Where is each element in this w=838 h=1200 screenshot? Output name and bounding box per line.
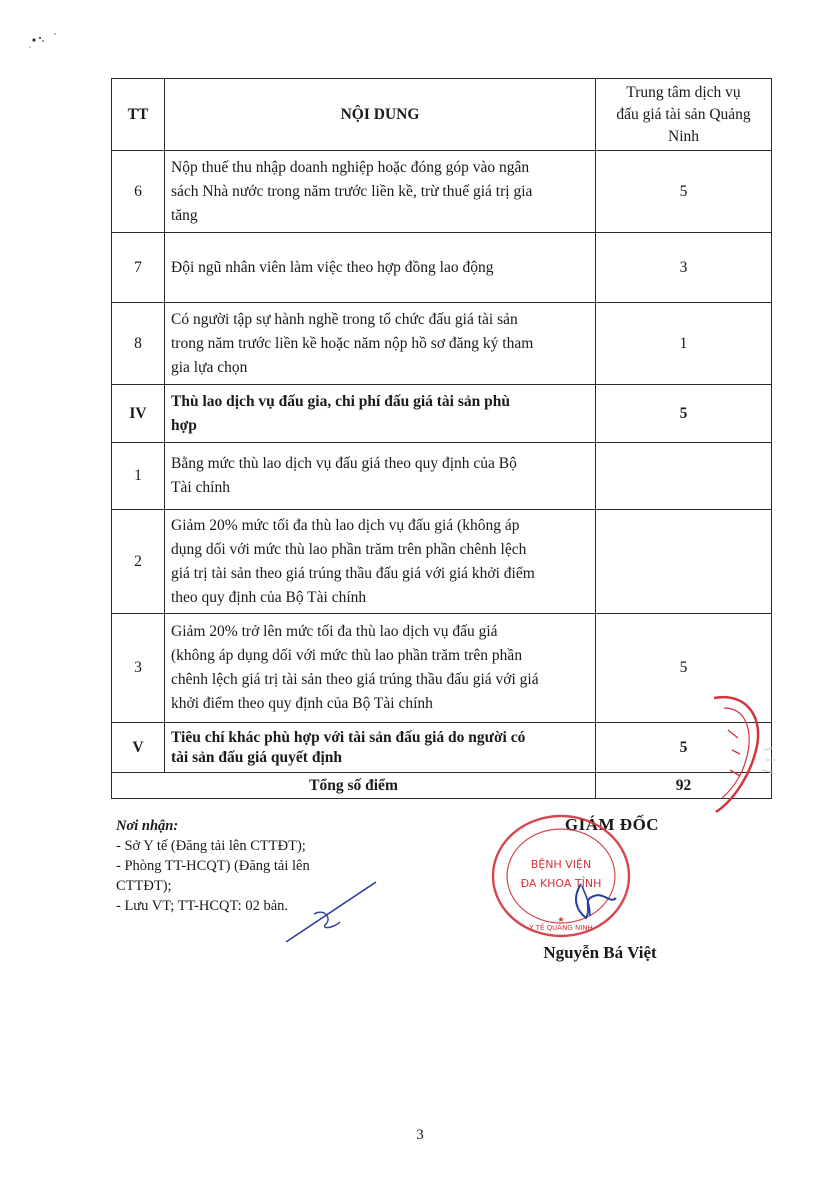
stamp-text-line: BỆNH VIỆN [530,858,592,871]
table-total-row [112,773,772,799]
table-row [112,614,772,723]
row-number: 3 [112,614,165,723]
row-content: Đội ngũ nhân viên làm việc theo hợp đồng lao động [165,233,596,303]
row-content: Thù lao dịch vụ đấu gia, chi phí đấu giá tài sản phù hợp [165,385,596,443]
table-header-row [112,79,772,151]
recipient-item: CTTĐT); [116,878,172,894]
row-content: Bằng mức thù lao dịch vụ đấu giá theo quy định của Bộ Tài chính [165,443,596,510]
row-content: Nộp thuế thu nhập doanh nghiệp hoặc đóng góp vào ngân sách Nhà nước trong năm trước liền kề, trừ thuế giá trị gia tăng [165,151,596,233]
official-stamp [486,812,636,940]
table-row-section [112,723,772,773]
row-score: 5 [596,151,772,233]
criteria-table [111,78,772,799]
table-row [112,443,772,510]
recipient-item: - Sở Y tế (Đăng tải lên CTTĐT); [116,838,306,854]
row-content: Giảm 20% trở lên mức tối đa thù lao dịch vụ đấu giá (không áp dụng dối với mức thù lao phần trăm trên phần chênh lệch giá trị tài sản theo giá trúng thầu đấu giá với giá khởi điểm theo quy định của Bộ Tài chính [165,614,596,723]
row-score: 5 [596,723,772,773]
total-label: Tổng số điểm [112,773,596,799]
recipient-item: - Phòng TT-HCQT) (Đăng tải lên [116,858,310,874]
row-number: 6 [112,151,165,233]
row-number: IV [112,385,165,443]
table-row [112,233,772,303]
header-tt: TT [112,79,165,151]
stamp-text-line: ĐA KHOA TỈNH [520,877,602,890]
row-score [596,510,772,614]
recipients-title: Nơi nhận: [116,818,179,834]
row-number: 7 [112,233,165,303]
signer-role: GIÁM ĐỐC [564,815,660,834]
table-row-section [112,385,772,443]
table-row [112,303,772,385]
page-number: 3 [416,1127,424,1143]
row-number: 1 [112,443,165,510]
table-row [112,510,772,614]
header-score-column: Trung tâm dịch vụ đấu giá tài sản Quảng Ninh [596,79,772,151]
total-score: 92 [596,773,772,799]
row-number: 8 [112,303,165,385]
row-score: 5 [596,385,772,443]
row-score: 5 [596,614,772,723]
row-score: 1 [596,303,772,385]
row-number: 2 [112,510,165,614]
scan-specks [28,30,78,50]
stamp-ring-text: Y TẾ QUẢNG NINH [529,924,593,932]
row-content: Tiêu chí khác phù hợp với tài sản đấu giá do người có tài sản đấu giá quyết định [165,723,596,773]
header-content: NỘI DUNG [165,79,596,151]
row-number: V [112,723,165,773]
row-score [596,443,772,510]
side-stamp-fragment [704,690,784,820]
signer-name: Nguyễn Bá Việt [543,943,657,962]
row-content: Có người tập sự hành nghề trong tổ chức đấu giá tài sản trong năm trước liền kề hoặc năm nộp hồ sơ đăng ký tham gia lựa chọn [165,303,596,385]
initials-signature [280,878,390,948]
recipient-item: - Lưu VT; TT-HCQT: 02 bản. [116,898,289,914]
row-score: 3 [596,233,772,303]
svg-text:★: ★ [557,915,565,924]
row-content: Giảm 20% mức tối đa thù lao dịch vụ đấu giá (không áp dụng dối với mức thù lao phần trăm trên phần chênh lệch giá trị tài sản theo giá trúng thầu đấu giá với giá khởi điểm theo quy định của Bộ Tài chính [165,510,596,614]
table-row [112,151,772,233]
